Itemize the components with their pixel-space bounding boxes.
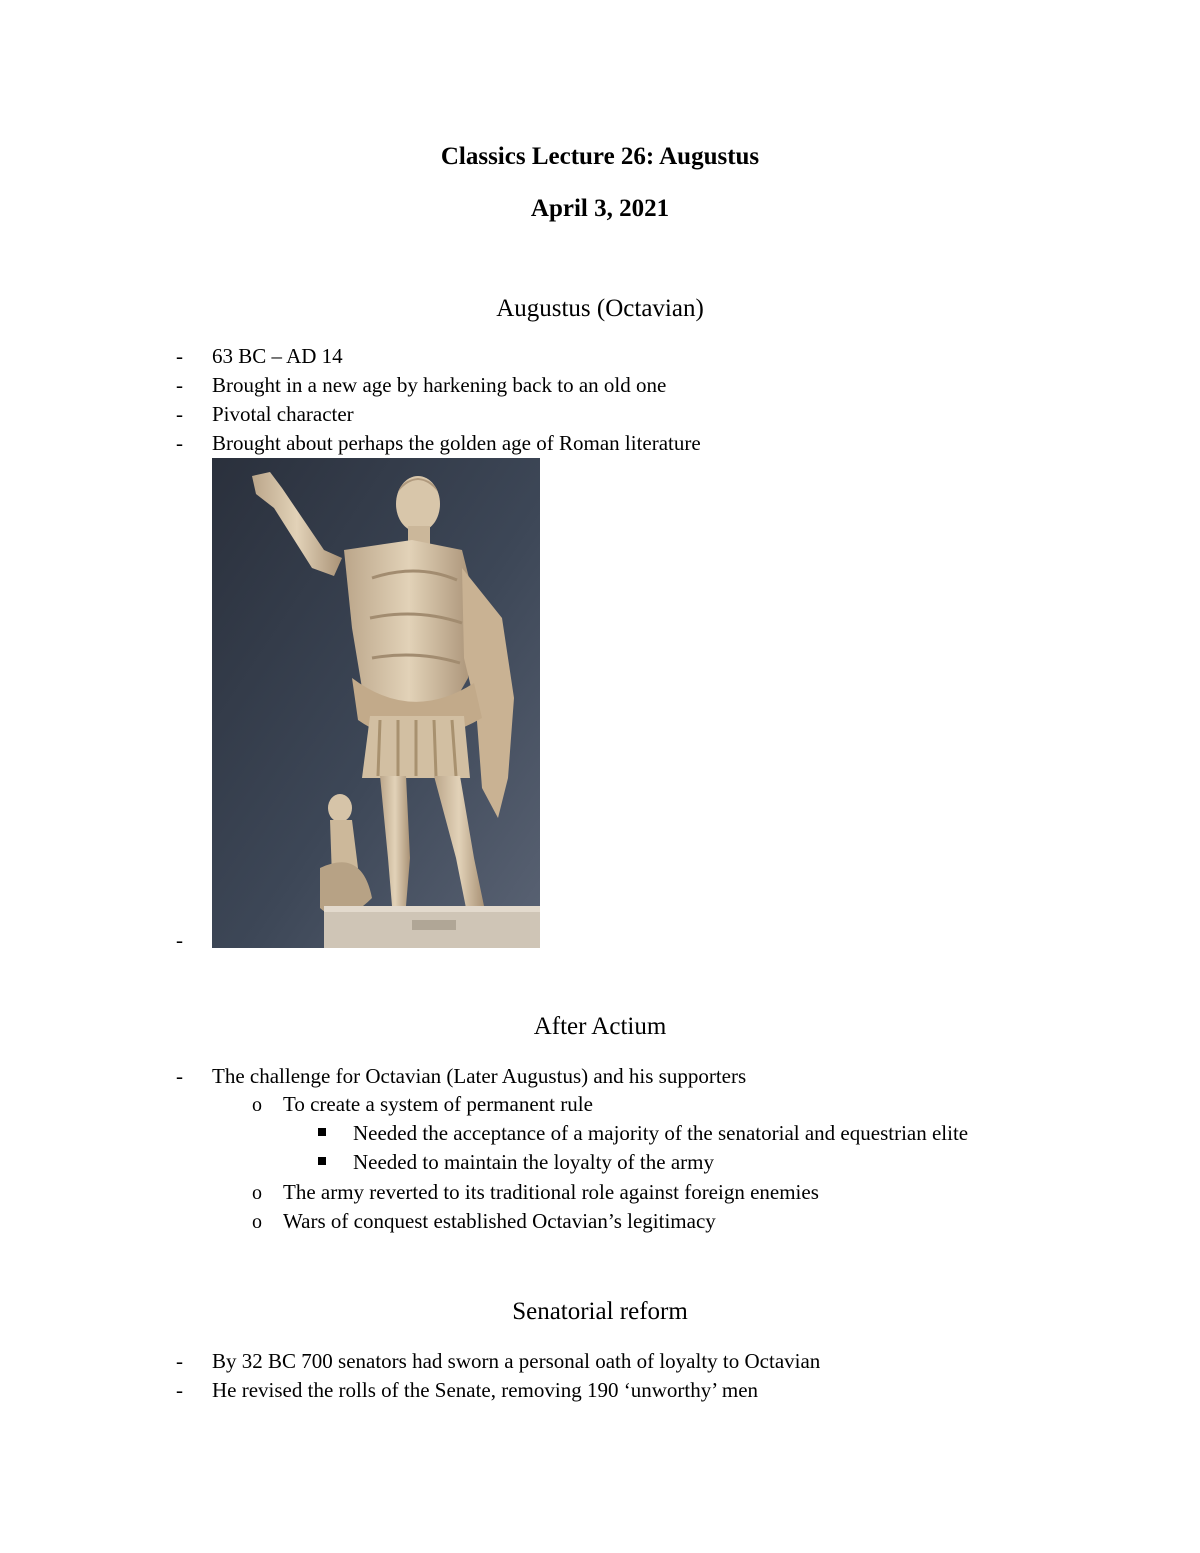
- bullet-dash: -: [176, 1349, 183, 1373]
- section-heading-after-actium: After Actium: [533, 1013, 667, 1040]
- bullet-text: By 32 BC 700 senators had sworn a personal oath of loyalty to Octavian: [212, 1349, 821, 1373]
- section-heading-senatorial-reform: Senatorial reform: [512, 1298, 688, 1325]
- sub-sub-bullet-square: [318, 1128, 326, 1136]
- sub-bullet-text: The army reverted to its traditional role against foreign enemies: [283, 1180, 819, 1204]
- sub-bullet-circle: o: [252, 1094, 262, 1116]
- bullet-text: He revised the rolls of the Senate, removing 190 ‘unworthy’ men: [212, 1378, 759, 1402]
- document-title: Classics Lecture 26: Augustus: [440, 143, 760, 170]
- sub-bullet-text: Wars of conquest established Octavian’s legitimacy: [283, 1209, 716, 1233]
- sub-sub-bullet-text: Needed the acceptance of a majority of the senatorial and equestrian elite: [353, 1121, 969, 1145]
- bullet-dash: -: [176, 1378, 183, 1402]
- bullet-text: Pivotal character: [212, 402, 354, 426]
- sub-sub-bullet-square: [318, 1157, 326, 1165]
- bullet-dash: -: [176, 402, 183, 426]
- document-date: April 3, 2021: [530, 195, 670, 222]
- sub-sub-bullet-text: Needed to maintain the loyalty of the army: [353, 1150, 714, 1174]
- bullet-dash: -: [176, 928, 183, 952]
- sub-bullet-circle: o: [252, 1182, 262, 1204]
- bullet-text: The challenge for Octavian (Later Augustus) and his supporters: [212, 1064, 747, 1088]
- bullet-text: Brought in a new age by harkening back to an old one: [212, 373, 667, 397]
- bullet-text: 63 BC – AD 14: [212, 344, 343, 368]
- bullet-dash: -: [176, 1064, 183, 1088]
- sub-bullet-circle: o: [252, 1211, 262, 1233]
- bullet-dash: -: [176, 344, 183, 368]
- bullet-dash: -: [176, 431, 183, 455]
- bullet-dash: -: [176, 373, 183, 397]
- section-heading-augustus: Augustus (Octavian): [496, 295, 704, 322]
- augustus-statue-image: [212, 458, 540, 948]
- sub-bullet-text: To create a system of permanent rule: [283, 1092, 593, 1116]
- bullet-text: Brought about perhaps the golden age of Roman literature: [212, 431, 701, 455]
